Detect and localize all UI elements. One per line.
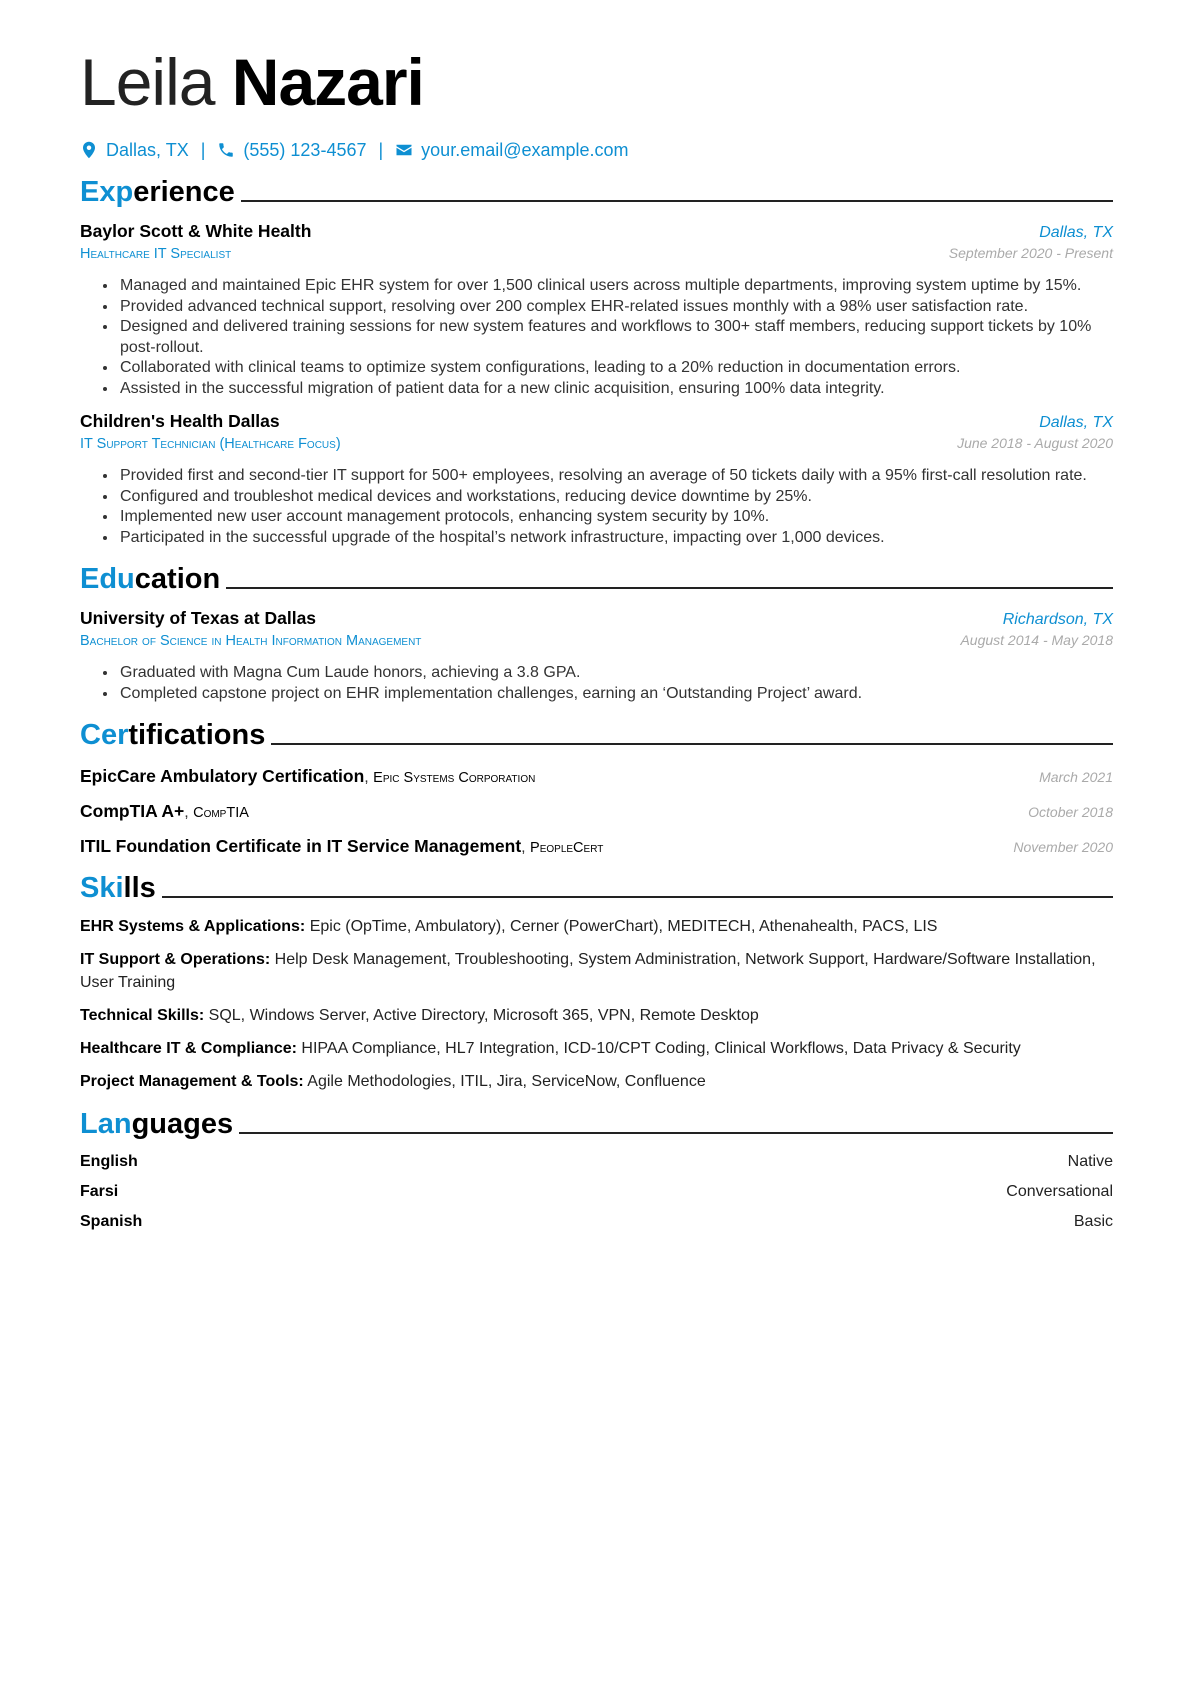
cert-name: EpicCare Ambulatory Certification, Epic Systems Corporation <box>80 766 536 786</box>
title-rest: tifications <box>128 719 266 751</box>
title-accent: Ski <box>80 872 124 904</box>
contact-line <box>80 140 1113 161</box>
section-title <box>80 1107 233 1141</box>
dates: August 2014 - May 2018 <box>960 632 1113 648</box>
location: Dallas, TX <box>1039 414 1113 431</box>
cert-issuer: PeopleCert <box>530 840 604 856</box>
certification-item <box>80 801 1113 822</box>
certification-item <box>80 766 1113 787</box>
employer: Baylor Scott & White Health <box>80 221 312 241</box>
cert-date: October 2018 <box>1028 804 1113 820</box>
divider <box>162 896 1113 898</box>
location <box>80 140 189 161</box>
bullet: • Completed capstone project on EHR implementation challenges, earning an ‘Outstanding Project’ award. <box>118 684 1113 705</box>
bullet: • Provided first and second-tier IT support for 500+ employees, resolving an average of 50 tickets daily with a 95% first-call resolution rate. <box>118 466 1113 487</box>
language-level: Native <box>1067 1153 1113 1170</box>
entry-header <box>80 411 1113 432</box>
skill-row <box>80 1070 1113 1093</box>
section-title <box>80 175 235 209</box>
title-accent: Cer <box>80 719 129 751</box>
title-accent: Lan <box>80 1108 132 1140</box>
bullet-list <box>80 663 1113 704</box>
divider <box>241 200 1113 202</box>
degree: Bachelor of Science in Health Information Management <box>80 633 422 649</box>
divider <box>226 587 1113 589</box>
title-rest: erience <box>133 176 235 208</box>
cert-title: EpicCare Ambulatory Certification <box>80 766 365 786</box>
map-pin-icon <box>80 141 98 159</box>
cert-issuer: CompTIA <box>193 805 249 821</box>
section-title <box>80 871 156 905</box>
skill-label: Project Management & Tools: <box>80 1073 304 1090</box>
skill-label: Healthcare IT & Compliance: <box>80 1040 297 1057</box>
cert-name: CompTIA A+, CompTIA <box>80 801 249 821</box>
separator: | <box>378 140 384 160</box>
skill-values: Agile Methodologies, ITIL, Jira, ServiceNow, Confluence <box>307 1073 706 1090</box>
section-languages <box>80 1107 1113 1141</box>
skill-row <box>80 915 1113 938</box>
skill-label: IT Support & Operations: <box>80 951 271 968</box>
bullet-list <box>80 276 1113 399</box>
education-entry <box>80 608 1113 704</box>
skill-label: EHR Systems & Applications: <box>80 918 306 935</box>
skill-row <box>80 948 1113 994</box>
employer: Children's Health Dallas <box>80 411 280 431</box>
separator: | <box>200 140 206 160</box>
dates: September 2020 - Present <box>948 245 1113 261</box>
resume <box>80 0 1113 1231</box>
bullet: • Implemented new user account management protocols, enhancing system security by 10%. <box>118 507 1113 528</box>
language-level: Conversational <box>1006 1183 1113 1200</box>
bullet: • Graduated with Magna Cum Laude honors, achieving a 3.8 GPA. <box>118 663 1113 684</box>
language-name: Farsi <box>80 1183 119 1200</box>
email-text: your.email@example.com <box>421 140 629 160</box>
cert-issuer: Epic Systems Corporation <box>373 770 536 786</box>
language-row <box>80 1153 1113 1171</box>
title-accent: Exp <box>80 176 134 208</box>
experience-entry <box>80 221 1113 399</box>
skill-label: Technical Skills: <box>80 1007 205 1024</box>
language-row <box>80 1183 1113 1201</box>
job-title: IT Support Technician (Healthcare Focus) <box>80 436 341 452</box>
skill-values: Epic (OpTime, Ambulatory), Cerner (PowerChart), MEDITECH, Athenahealth, PACS, LIS <box>309 918 938 935</box>
section-experience <box>80 175 1113 209</box>
section-certifications <box>80 718 1113 752</box>
experience-entry <box>80 411 1113 548</box>
candidate-name <box>80 46 1113 118</box>
section-education <box>80 562 1113 596</box>
phone-text: (555) 123-4567 <box>243 140 367 160</box>
section-skills <box>80 871 1113 905</box>
last-name: Nazari <box>231 45 424 119</box>
dates: June 2018 - August 2020 <box>957 435 1113 451</box>
entry-subheader <box>80 242 1113 262</box>
cert-title: CompTIA A+ <box>80 801 185 821</box>
bullet-list <box>80 466 1113 548</box>
title-rest: lls <box>123 872 156 904</box>
bullet: • Provided advanced technical support, resolving over 200 complex EHR-related issues monthly with a 98% user satisfaction rate. <box>118 297 1113 318</box>
phone-icon <box>217 141 235 159</box>
location: Dallas, TX <box>1039 224 1113 241</box>
bullet: • Designed and delivered training sessions for new system features and workflows to 300+ staff members, reducing support tickets by 10% post-rollout. <box>118 317 1113 358</box>
divider <box>271 743 1113 745</box>
section-title <box>80 562 220 596</box>
job-title: Healthcare IT Specialist <box>80 246 232 262</box>
divider <box>239 1132 1113 1134</box>
cert-date: November 2020 <box>1013 839 1113 855</box>
language-name: Spanish <box>80 1213 143 1230</box>
bullet: • Configured and troubleshot medical devices and workstations, reducing device downtime by 25%. <box>118 487 1113 508</box>
title-rest: cation <box>134 563 221 595</box>
entry-header <box>80 221 1113 242</box>
skill-values: Help Desk Management, Troubleshooting, System Administration, Network Support, Hardware/Software Installation, User Training <box>80 951 1096 991</box>
skill-row <box>80 1004 1113 1027</box>
section-title <box>80 718 265 752</box>
language-row <box>80 1213 1113 1231</box>
cert-title: ITIL Foundation Certificate in IT Service Management <box>80 836 522 856</box>
cert-name: ITIL Foundation Certificate in IT Service Management, PeopleCert <box>80 836 604 856</box>
certification-item <box>80 836 1113 857</box>
bullet: • Assisted in the successful migration of patient data for a new clinic acquisition, ensuring 100% data integrity. <box>118 379 1113 400</box>
title-accent: Edu <box>80 563 135 595</box>
school: University of Texas at Dallas <box>80 608 317 628</box>
envelope-icon <box>395 141 413 159</box>
bullet: • Participated in the successful upgrade of the hospital’s network infrastructure, impacting over 1,000 devices. <box>118 528 1113 549</box>
title-rest: guages <box>131 1108 234 1140</box>
phone[interactable] <box>217 140 366 161</box>
language-name: English <box>80 1153 138 1170</box>
entry-subheader <box>80 432 1113 452</box>
skill-values: HIPAA Compliance, HL7 Integration, ICD-10/CPT Coding, Clinical Workflows, Data Privacy & Security <box>301 1040 1021 1057</box>
location: Richardson, TX <box>1002 611 1113 628</box>
skill-row <box>80 1037 1113 1060</box>
language-level: Basic <box>1073 1213 1113 1230</box>
email-link[interactable] <box>395 140 628 161</box>
bullet: • Managed and maintained Epic EHR system for over 1,500 clinical users across multiple departments, improving system uptime by 15%. <box>118 276 1113 297</box>
location-text: Dallas, TX <box>106 140 189 160</box>
cert-date: March 2021 <box>1039 769 1113 785</box>
skill-values: SQL, Windows Server, Active Directory, Microsoft 365, VPN, Remote Desktop <box>208 1007 759 1024</box>
bullet: • Collaborated with clinical teams to optimize system configurations, leading to a 20% reduction in documentation errors. <box>118 358 1113 379</box>
first-name: Leila <box>80 45 215 119</box>
